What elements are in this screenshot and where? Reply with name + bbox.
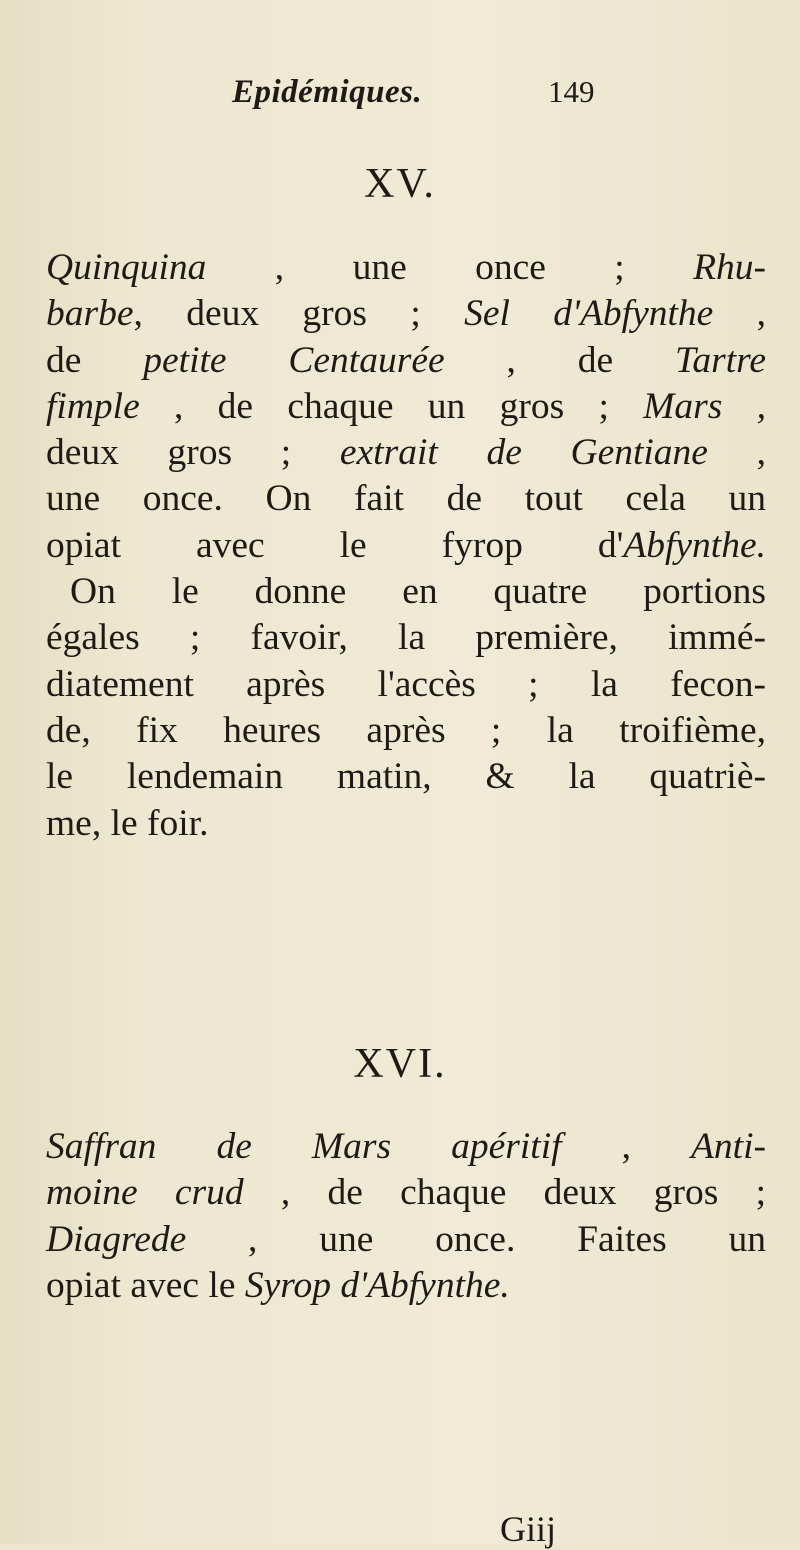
text-line — [46, 754, 766, 800]
section-number-xv: XV. — [364, 161, 436, 207]
italic-run: fimple — [46, 385, 140, 427]
text-line — [46, 615, 766, 661]
text-run: deux gros ; — [46, 432, 340, 474]
italic-run: Quinquina — [46, 247, 207, 288]
text-run: On le donne en quatre portions — [70, 571, 766, 613]
running-head — [0, 74, 800, 124]
section-number-xvi: XVI. — [353, 1041, 447, 1087]
text-run: de, fix heures après ; la troifième, — [46, 709, 766, 751]
text-run: , — [713, 293, 766, 335]
text-line — [46, 476, 766, 522]
text-run: , une once. Faites un — [186, 1218, 766, 1260]
text-run: égales ; favoir, la première, immé- — [46, 617, 766, 659]
italic-run: extrait de Gentiane — [339, 432, 708, 474]
italic-run: barbe — [46, 293, 134, 335]
italic-run: Diagrede — [46, 1218, 187, 1260]
text-line — [46, 430, 766, 476]
text-run: une once. On fait de tout cela un — [46, 478, 766, 520]
text-line — [46, 338, 766, 384]
text-run: , — [707, 432, 767, 474]
text-run: , deux gros ; — [133, 293, 465, 335]
italic-run: moine crud — [46, 1172, 244, 1214]
text-line — [46, 291, 766, 337]
text-line — [46, 708, 766, 754]
signature-mark: Giij — [500, 1509, 557, 1549]
text-run: opiat avec le fyrop d' — [46, 524, 624, 566]
text-line — [46, 1170, 766, 1216]
running-title: Epidémiques. — [232, 74, 423, 110]
text-run: , une once ; — [206, 247, 694, 288]
italic-run: Sel d'Abfynthe — [464, 293, 714, 335]
text-line — [46, 1217, 766, 1263]
text-line — [46, 1124, 766, 1170]
text-run: , de — [444, 339, 675, 381]
text-line — [46, 245, 766, 291]
page-number: 149 — [548, 74, 595, 109]
text-line — [46, 662, 766, 708]
text-line — [46, 801, 766, 847]
italic-run: Abfynthe. — [623, 524, 766, 566]
text-run: , — [561, 1126, 692, 1167]
text-run: de — [46, 339, 144, 381]
text-run: diatement après l'accès ; la fecon- — [46, 663, 766, 705]
text-run: , de chaque un gros ; — [139, 385, 644, 427]
italic-run: Tartre — [674, 339, 766, 381]
text-line — [46, 1263, 766, 1309]
text-run: me, le foir. — [46, 802, 209, 844]
italic-run: Anti- — [691, 1126, 766, 1167]
text-line — [46, 523, 766, 569]
text-line — [46, 384, 766, 430]
text-run: opiat avec le — [46, 1264, 245, 1306]
text-run: le lendemain matin, & la quatriè- — [46, 756, 766, 798]
italic-run: Saffran de Mars apéritif — [46, 1126, 562, 1167]
italic-run: Rhu- — [693, 247, 766, 288]
text-line — [46, 569, 766, 615]
italic-run: Syrop d'Abfynthe. — [244, 1264, 510, 1306]
recipe-xvi — [46, 1124, 766, 1309]
italic-run: Mars , — [643, 385, 766, 427]
text-run: , de chaque deux gros ; — [243, 1172, 766, 1214]
recipe-xv — [46, 245, 766, 847]
italic-run: petite Centaurée — [143, 339, 445, 381]
